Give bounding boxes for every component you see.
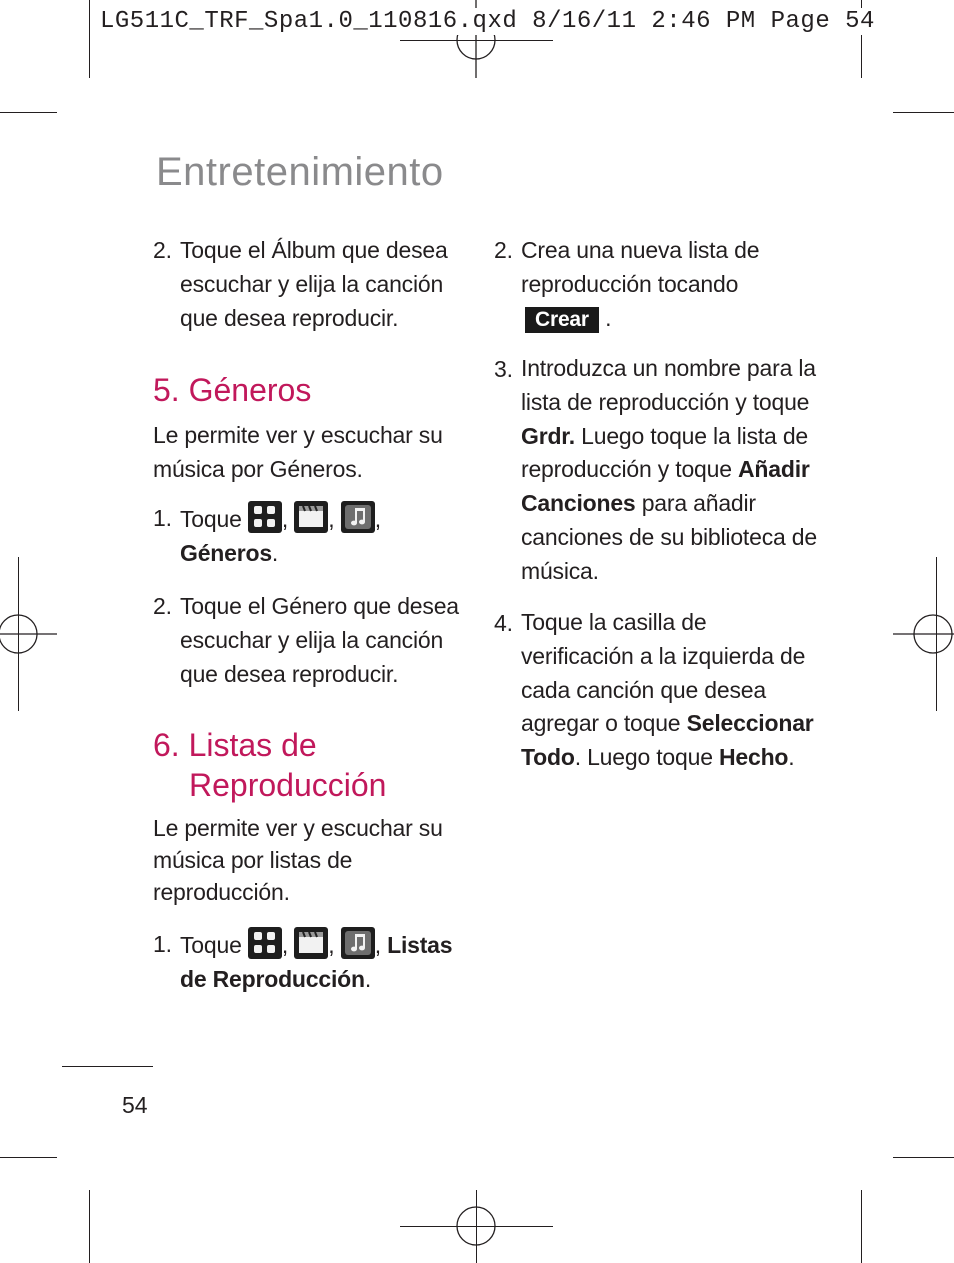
footer-rule [62,1066,153,1067]
menu-grid-icon[interactable] [248,501,282,533]
page-number: 54 [122,1092,148,1118]
music-note-icon[interactable] [341,501,375,533]
crear-button[interactable]: Crear [525,307,599,333]
clapperboard-icon[interactable] [294,501,328,533]
menu-grid-icon[interactable] [248,927,282,959]
print-slug: LG511C_TRF_Spa1.0_110816.qxd 8/16/11 2:46 PM Page 54 [100,8,879,35]
heading-generos: 5. Géneros [153,372,312,408]
music-note-icon[interactable] [341,927,375,959]
listas-description: Le permite ver y escuchar su música por listas de reproducción. [153,815,443,905]
heading-listas: 6. Listas de Reproducción [153,727,387,803]
generos-description: Le permite ver y escuchar su música por Géneros. [153,422,443,482]
page-title: Entretenimiento [156,150,444,194]
clapperboard-icon[interactable] [294,927,328,959]
